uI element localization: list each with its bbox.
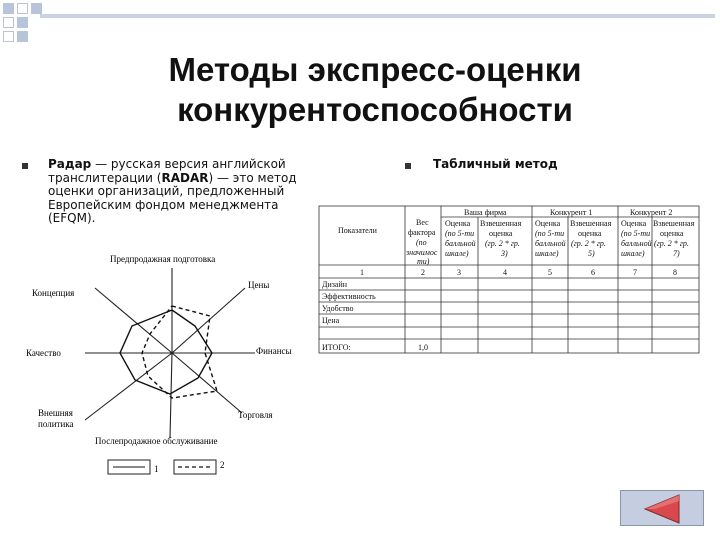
col-number: 1 (360, 268, 364, 277)
sub-score: (по 5-ти (535, 229, 565, 238)
axis-line (85, 353, 172, 420)
sub-weighted: оценка (489, 229, 513, 238)
decor-square (17, 31, 28, 42)
header-weight: значимос (406, 248, 438, 257)
decor-square (17, 17, 28, 28)
col-number: 2 (421, 268, 425, 277)
col-number: 4 (503, 268, 507, 277)
sub-score: балльной (535, 239, 566, 248)
sub-weighted: Взвешенная (570, 219, 612, 228)
row-label: Дизайн (322, 280, 348, 289)
sub-score: Оценка (535, 219, 561, 228)
sub-weighted: 7) (673, 249, 680, 258)
col-number: 7 (633, 268, 637, 277)
total-label: ИТОГО: (322, 343, 351, 352)
axis-label: Концепция (32, 288, 75, 298)
radar-axes (85, 268, 255, 438)
bullet-marker (22, 163, 28, 169)
legend-label: 2 (220, 460, 225, 470)
comparison-table (318, 205, 700, 355)
group-header: Конкурент 1 (550, 208, 593, 217)
sub-weighted: (гр. 2 * гр. (485, 239, 520, 248)
axis-line (95, 288, 172, 353)
sub-score: балльной (445, 239, 476, 248)
sub-weighted: Взвешенная (653, 219, 695, 228)
sub-weighted: оценка (578, 229, 602, 238)
sub-score: балльной (621, 239, 652, 248)
group-header: Ваша фирма (464, 208, 507, 217)
col-number: 6 (591, 268, 595, 277)
radar-series-1 (120, 310, 212, 394)
axis-line (172, 288, 245, 353)
header-weight: (по (416, 238, 427, 247)
acronym-radar: RADAR (161, 170, 209, 185)
axis-label: Цены (248, 280, 270, 290)
table-text (322, 208, 695, 352)
sub-weighted: 3) (501, 249, 508, 258)
row-label: Удобство (322, 304, 354, 313)
description-text: ) — это метод оценки организаций, предложенный Европейским фондом менеджмента (EFQM). (48, 170, 297, 225)
back-button[interactable] (620, 490, 704, 526)
radar-diagram (20, 248, 305, 478)
sub-score: Оценка (621, 219, 647, 228)
decor-square (3, 31, 14, 42)
axis-label: Качество (26, 348, 61, 358)
sub-weighted: (гр. 2 * гр. (654, 239, 689, 248)
axis-label: Торговля (238, 410, 273, 420)
col-number: 3 (457, 268, 461, 277)
bullet-marker (405, 163, 411, 169)
header-weight: ти) (417, 257, 430, 266)
sub-score: (по 5-ти (621, 229, 651, 238)
sub-score: Оценка (445, 219, 471, 228)
sub-score: шкале) (621, 249, 645, 258)
sub-weighted: (гр. 2 * гр. (571, 239, 606, 248)
radar-series-2 (142, 306, 217, 398)
header-weight: Вес (416, 218, 429, 227)
sub-weighted: Взвешенная (480, 219, 522, 228)
sub-weighted: 5) (588, 249, 595, 258)
sub-score: (по 5-ти (445, 229, 475, 238)
col-number: 8 (673, 268, 677, 277)
group-header: Конкурент 2 (630, 208, 673, 217)
back-arrow-icon (621, 491, 705, 527)
description-text: — русская версия английской транслитерации ( (48, 157, 286, 185)
axis-label: Внешняя (38, 408, 73, 418)
decor-square (31, 3, 42, 14)
axis-label: Финансы (256, 346, 292, 356)
axis-label: Предпродажная подготовка (110, 254, 216, 264)
sub-weighted: оценка (660, 229, 684, 238)
col-number: 5 (548, 268, 552, 277)
axis-label: Послепродажное обслуживание (95, 436, 218, 446)
title-line: конкурентоспособности (177, 91, 573, 128)
sub-score: шкале) (535, 249, 559, 258)
radar-description (48, 158, 298, 226)
header-weight: фактора (408, 228, 436, 237)
decor-square (3, 17, 14, 28)
decor-square (3, 3, 14, 14)
row-label: Цена (322, 316, 340, 325)
header-rule (40, 14, 715, 18)
title-line: Методы экспресс-оценки (168, 51, 582, 88)
sub-score: шкале) (445, 249, 469, 258)
header-indicator: Показатели (338, 226, 377, 235)
axis-label: политика (38, 419, 74, 429)
decor-square (17, 3, 28, 14)
term-radar: Радар (48, 157, 92, 171)
row-label: Эффективность (322, 292, 376, 301)
slide-title (95, 50, 655, 130)
table-method-label: Табличный метод (433, 157, 558, 171)
legend-label: 1 (154, 464, 159, 474)
total-weight: 1,0 (418, 343, 428, 352)
